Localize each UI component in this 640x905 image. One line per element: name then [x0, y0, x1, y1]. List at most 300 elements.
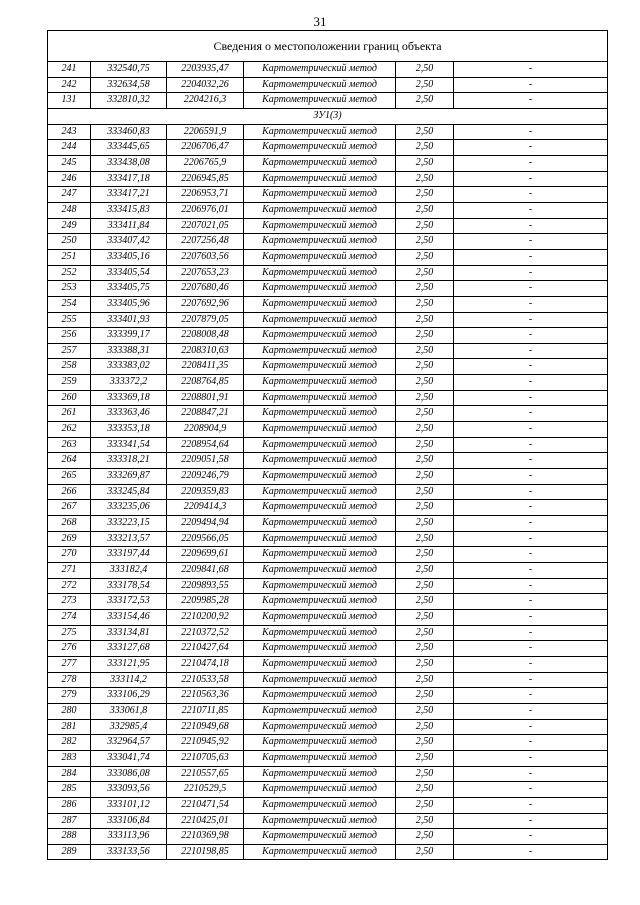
point-number: 274	[48, 609, 91, 625]
method-cell: Картометрический метод	[244, 766, 396, 782]
point-number: 256	[48, 328, 91, 344]
table-row	[48, 829, 608, 845]
coord-y: 2208764,85	[167, 375, 244, 391]
method-cell: Картометрический метод	[244, 703, 396, 719]
table-row	[48, 719, 608, 735]
note-cell: -	[454, 218, 608, 234]
coord-y: 2208801,91	[167, 390, 244, 406]
point-number: 272	[48, 578, 91, 594]
table-row	[48, 265, 608, 281]
method-cell: Картометрический метод	[244, 171, 396, 187]
point-number: 246	[48, 171, 91, 187]
coord-y: 2209699,61	[167, 547, 244, 563]
accuracy-cell: 2,50	[396, 813, 454, 829]
table-row	[48, 563, 608, 579]
point-number: 131	[48, 93, 91, 109]
coord-y: 2203935,47	[167, 62, 244, 78]
method-cell: Картометрический метод	[244, 609, 396, 625]
method-cell: Картометрический метод	[244, 155, 396, 171]
point-number: 267	[48, 500, 91, 516]
method-cell: Картометрический метод	[244, 688, 396, 704]
point-number: 266	[48, 484, 91, 500]
coord-x: 333318,21	[91, 453, 167, 469]
coord-x: 332540,75	[91, 62, 167, 78]
point-number: 270	[48, 547, 91, 563]
accuracy-cell: 2,50	[396, 829, 454, 845]
coord-x: 332634,58	[91, 77, 167, 93]
method-cell: Картометрический метод	[244, 375, 396, 391]
point-number: 263	[48, 437, 91, 453]
coord-x: 333197,44	[91, 547, 167, 563]
coord-x: 333369,18	[91, 390, 167, 406]
note-cell: -	[454, 797, 608, 813]
note-cell: -	[454, 202, 608, 218]
coord-y: 2207021,05	[167, 218, 244, 234]
coord-x: 333061,8	[91, 703, 167, 719]
method-cell: Картометрический метод	[244, 531, 396, 547]
note-cell: -	[454, 469, 608, 485]
table-row	[48, 422, 608, 438]
coord-y: 2210425,01	[167, 813, 244, 829]
note-cell: -	[454, 641, 608, 657]
coord-x: 333460,83	[91, 124, 167, 140]
point-number: 282	[48, 735, 91, 751]
note-cell: -	[454, 813, 608, 829]
point-number: 273	[48, 594, 91, 610]
table-row	[48, 218, 608, 234]
coord-x: 333341,54	[91, 437, 167, 453]
point-number: 289	[48, 844, 91, 860]
point-number: 281	[48, 719, 91, 735]
coord-y: 2208904,9	[167, 422, 244, 438]
table-row	[48, 625, 608, 641]
accuracy-cell: 2,50	[396, 719, 454, 735]
accuracy-cell: 2,50	[396, 202, 454, 218]
table-row	[48, 750, 608, 766]
coord-y: 2206765,9	[167, 155, 244, 171]
point-number: 271	[48, 563, 91, 579]
coord-x: 333093,56	[91, 782, 167, 798]
coord-x: 333101,12	[91, 797, 167, 813]
method-cell: Картометрический метод	[244, 93, 396, 109]
point-number: 264	[48, 453, 91, 469]
coord-y: 2210471,54	[167, 797, 244, 813]
note-cell: -	[454, 672, 608, 688]
table-row	[48, 594, 608, 610]
accuracy-cell: 2,50	[396, 766, 454, 782]
coord-y: 2209246,79	[167, 469, 244, 485]
method-cell: Картометрический метод	[244, 735, 396, 751]
coord-x: 333407,42	[91, 234, 167, 250]
coord-x: 333269,87	[91, 469, 167, 485]
accuracy-cell: 2,50	[396, 375, 454, 391]
accuracy-cell: 2,50	[396, 750, 454, 766]
coord-x: 333415,83	[91, 202, 167, 218]
note-cell: -	[454, 563, 608, 579]
point-number: 280	[48, 703, 91, 719]
note-cell: -	[454, 516, 608, 532]
method-cell: Картометрический метод	[244, 656, 396, 672]
coord-x: 333353,18	[91, 422, 167, 438]
method-cell: Картометрический метод	[244, 234, 396, 250]
note-cell: -	[454, 390, 608, 406]
method-cell: Картометрический метод	[244, 829, 396, 845]
coord-y: 2208954,64	[167, 437, 244, 453]
accuracy-cell: 2,50	[396, 124, 454, 140]
coord-y: 2206591,9	[167, 124, 244, 140]
table-row	[48, 249, 608, 265]
coord-y: 2210711,85	[167, 703, 244, 719]
accuracy-cell: 2,50	[396, 343, 454, 359]
point-number: 244	[48, 140, 91, 156]
table-row	[48, 155, 608, 171]
point-number: 287	[48, 813, 91, 829]
coord-x: 333086,08	[91, 766, 167, 782]
method-cell: Картометрический метод	[244, 77, 396, 93]
accuracy-cell: 2,50	[396, 265, 454, 281]
point-number: 276	[48, 641, 91, 657]
method-cell: Картометрический метод	[244, 406, 396, 422]
point-number: 257	[48, 343, 91, 359]
coord-x: 333213,57	[91, 531, 167, 547]
table-row	[48, 77, 608, 93]
method-cell: Картометрический метод	[244, 578, 396, 594]
coord-x: 333405,16	[91, 249, 167, 265]
point-number: 243	[48, 124, 91, 140]
point-number: 260	[48, 390, 91, 406]
coord-y: 2209566,05	[167, 531, 244, 547]
note-cell: -	[454, 187, 608, 203]
method-cell: Картометрический метод	[244, 218, 396, 234]
coord-x: 333223,15	[91, 516, 167, 532]
table-row	[48, 62, 608, 78]
coord-x: 333113,96	[91, 829, 167, 845]
coord-x: 333172,53	[91, 594, 167, 610]
coord-x: 333154,46	[91, 609, 167, 625]
point-number: 268	[48, 516, 91, 532]
point-number: 277	[48, 656, 91, 672]
method-cell: Картометрический метод	[244, 469, 396, 485]
coord-y: 2209359,83	[167, 484, 244, 500]
point-number: 261	[48, 406, 91, 422]
table-row	[48, 359, 608, 375]
table-row	[48, 844, 608, 860]
coord-y: 2210369,98	[167, 829, 244, 845]
method-cell: Картометрический метод	[244, 672, 396, 688]
page-number: 31	[313, 14, 327, 29]
note-cell: -	[454, 688, 608, 704]
coord-y: 2210474,18	[167, 656, 244, 672]
coord-y: 2204032,26	[167, 77, 244, 93]
coord-y: 2204216,3	[167, 93, 244, 109]
point-number: 278	[48, 672, 91, 688]
coord-y: 2208411,35	[167, 359, 244, 375]
coord-x: 333363,46	[91, 406, 167, 422]
method-cell: Картометрический метод	[244, 124, 396, 140]
method-cell: Картометрический метод	[244, 797, 396, 813]
table-row	[48, 672, 608, 688]
method-cell: Картометрический метод	[244, 62, 396, 78]
table-row	[48, 703, 608, 719]
coord-y: 2207256,48	[167, 234, 244, 250]
point-number: 279	[48, 688, 91, 704]
accuracy-cell: 2,50	[396, 234, 454, 250]
coord-x: 333182,4	[91, 563, 167, 579]
accuracy-cell: 2,50	[396, 77, 454, 93]
coord-x: 333445,65	[91, 140, 167, 156]
coord-x: 333411,84	[91, 218, 167, 234]
accuracy-cell: 2,50	[396, 516, 454, 532]
point-number: 283	[48, 750, 91, 766]
note-cell: -	[454, 578, 608, 594]
coord-y: 2210533,58	[167, 672, 244, 688]
table-row	[48, 93, 608, 109]
table-row	[48, 641, 608, 657]
method-cell: Картометрический метод	[244, 249, 396, 265]
note-cell: -	[454, 171, 608, 187]
accuracy-cell: 2,50	[396, 422, 454, 438]
coord-y: 2210529,5	[167, 782, 244, 798]
method-cell: Картометрический метод	[244, 641, 396, 657]
accuracy-cell: 2,50	[396, 171, 454, 187]
table-row	[48, 547, 608, 563]
coord-y: 2208847,21	[167, 406, 244, 422]
note-cell: -	[454, 422, 608, 438]
coord-y: 2210945,92	[167, 735, 244, 751]
note-cell: -	[454, 750, 608, 766]
accuracy-cell: 2,50	[396, 547, 454, 563]
accuracy-cell: 2,50	[396, 797, 454, 813]
note-cell: -	[454, 594, 608, 610]
coord-y: 2210563,36	[167, 688, 244, 704]
coord-x: 333399,17	[91, 328, 167, 344]
note-cell: -	[454, 437, 608, 453]
point-number: 285	[48, 782, 91, 798]
accuracy-cell: 2,50	[396, 62, 454, 78]
coord-x: 333417,18	[91, 171, 167, 187]
accuracy-cell: 2,50	[396, 187, 454, 203]
accuracy-cell: 2,50	[396, 625, 454, 641]
table-row	[48, 390, 608, 406]
point-number: 251	[48, 249, 91, 265]
coord-y: 2206945,85	[167, 171, 244, 187]
coord-x: 333405,75	[91, 281, 167, 297]
coord-x: 333134,81	[91, 625, 167, 641]
note-cell: -	[454, 140, 608, 156]
coord-y: 2210372,52	[167, 625, 244, 641]
note-cell: -	[454, 77, 608, 93]
coord-x: 333417,21	[91, 187, 167, 203]
coord-y: 2209051,58	[167, 453, 244, 469]
coord-x: 333106,29	[91, 688, 167, 704]
table-row	[48, 782, 608, 798]
coord-x: 332964,57	[91, 735, 167, 751]
coord-x: 333405,54	[91, 265, 167, 281]
coord-x: 333133,56	[91, 844, 167, 860]
table-row	[48, 797, 608, 813]
method-cell: Картометрический метод	[244, 547, 396, 563]
table-row	[48, 140, 608, 156]
note-cell: -	[454, 93, 608, 109]
accuracy-cell: 2,50	[396, 390, 454, 406]
accuracy-cell: 2,50	[396, 563, 454, 579]
method-cell: Картометрический метод	[244, 516, 396, 532]
coord-y: 2209893,55	[167, 578, 244, 594]
method-cell: Картометрический метод	[244, 625, 396, 641]
note-cell: -	[454, 844, 608, 860]
section-row	[48, 108, 608, 124]
table-row	[48, 656, 608, 672]
table-row	[48, 469, 608, 485]
method-cell: Картометрический метод	[244, 343, 396, 359]
accuracy-cell: 2,50	[396, 844, 454, 860]
note-cell: -	[454, 484, 608, 500]
coord-x: 333245,84	[91, 484, 167, 500]
coord-x: 333235,06	[91, 500, 167, 516]
point-number: 288	[48, 829, 91, 845]
table-row	[48, 609, 608, 625]
table-row	[48, 500, 608, 516]
coord-y: 2209841,68	[167, 563, 244, 579]
accuracy-cell: 2,50	[396, 735, 454, 751]
point-number: 259	[48, 375, 91, 391]
table-row	[48, 766, 608, 782]
table-row	[48, 531, 608, 547]
note-cell: -	[454, 453, 608, 469]
table-body	[48, 31, 608, 860]
coord-x: 333121,95	[91, 656, 167, 672]
coord-y: 2210198,85	[167, 844, 244, 860]
table-row	[48, 124, 608, 140]
coord-y: 2209985,28	[167, 594, 244, 610]
method-cell: Картометрический метод	[244, 390, 396, 406]
point-number: 249	[48, 218, 91, 234]
method-cell: Картометрический метод	[244, 265, 396, 281]
method-cell: Картометрический метод	[244, 422, 396, 438]
accuracy-cell: 2,50	[396, 406, 454, 422]
method-cell: Картометрический метод	[244, 813, 396, 829]
accuracy-cell: 2,50	[396, 782, 454, 798]
table-row	[48, 516, 608, 532]
coord-y: 2210200,92	[167, 609, 244, 625]
point-number: 254	[48, 296, 91, 312]
point-number: 242	[48, 77, 91, 93]
coord-x: 333405,96	[91, 296, 167, 312]
note-cell: -	[454, 656, 608, 672]
method-cell: Картометрический метод	[244, 782, 396, 798]
coord-y: 2208008,48	[167, 328, 244, 344]
coord-y: 2207879,05	[167, 312, 244, 328]
coord-y: 2207653,23	[167, 265, 244, 281]
accuracy-cell: 2,50	[396, 249, 454, 265]
table-row	[48, 484, 608, 500]
table-row	[48, 453, 608, 469]
note-cell: -	[454, 155, 608, 171]
accuracy-cell: 2,50	[396, 93, 454, 109]
accuracy-cell: 2,50	[396, 594, 454, 610]
table-row	[48, 578, 608, 594]
accuracy-cell: 2,50	[396, 500, 454, 516]
point-number: 275	[48, 625, 91, 641]
method-cell: Картометрический метод	[244, 563, 396, 579]
coord-x: 333372,2	[91, 375, 167, 391]
coord-x: 333401,93	[91, 312, 167, 328]
note-cell: -	[454, 375, 608, 391]
accuracy-cell: 2,50	[396, 672, 454, 688]
method-cell: Картометрический метод	[244, 328, 396, 344]
method-cell: Картометрический метод	[244, 187, 396, 203]
method-cell: Картометрический метод	[244, 750, 396, 766]
accuracy-cell: 2,50	[396, 469, 454, 485]
coord-y: 2209414,3	[167, 500, 244, 516]
table-title: Сведения о местоположении границ объекта	[48, 31, 608, 62]
table-row	[48, 296, 608, 312]
point-number: 250	[48, 234, 91, 250]
accuracy-cell: 2,50	[396, 656, 454, 672]
method-cell: Картометрический метод	[244, 500, 396, 516]
method-cell: Картометрический метод	[244, 281, 396, 297]
table-row	[48, 406, 608, 422]
accuracy-cell: 2,50	[396, 688, 454, 704]
coord-y: 2206706,47	[167, 140, 244, 156]
note-cell: -	[454, 359, 608, 375]
coord-y: 2209494,94	[167, 516, 244, 532]
accuracy-cell: 2,50	[396, 437, 454, 453]
accuracy-cell: 2,50	[396, 641, 454, 657]
table-row	[48, 437, 608, 453]
point-number: 284	[48, 766, 91, 782]
coord-x: 332985,4	[91, 719, 167, 735]
coord-x: 333041,74	[91, 750, 167, 766]
method-cell: Картометрический метод	[244, 484, 396, 500]
point-number: 241	[48, 62, 91, 78]
note-cell: -	[454, 265, 608, 281]
point-number: 265	[48, 469, 91, 485]
note-cell: -	[454, 829, 608, 845]
coord-y: 2206976,01	[167, 202, 244, 218]
accuracy-cell: 2,50	[396, 296, 454, 312]
coord-y: 2210705,63	[167, 750, 244, 766]
coord-y: 2210949,68	[167, 719, 244, 735]
accuracy-cell: 2,50	[396, 609, 454, 625]
boundary-coordinates-table	[47, 30, 608, 860]
note-cell: -	[454, 625, 608, 641]
note-cell: -	[454, 234, 608, 250]
note-cell: -	[454, 281, 608, 297]
note-cell: -	[454, 406, 608, 422]
method-cell: Картометрический метод	[244, 202, 396, 218]
note-cell: -	[454, 312, 608, 328]
accuracy-cell: 2,50	[396, 155, 454, 171]
point-number: 286	[48, 797, 91, 813]
accuracy-cell: 2,50	[396, 703, 454, 719]
note-cell: -	[454, 782, 608, 798]
table-row	[48, 171, 608, 187]
table-row	[48, 234, 608, 250]
note-cell: -	[454, 719, 608, 735]
point-number: 247	[48, 187, 91, 203]
table-row	[48, 202, 608, 218]
method-cell: Картометрический метод	[244, 594, 396, 610]
accuracy-cell: 2,50	[396, 453, 454, 469]
accuracy-cell: 2,50	[396, 140, 454, 156]
coord-x: 333106,84	[91, 813, 167, 829]
method-cell: Картометрический метод	[244, 719, 396, 735]
accuracy-cell: 2,50	[396, 578, 454, 594]
table-row	[48, 281, 608, 297]
note-cell: -	[454, 766, 608, 782]
note-cell: -	[454, 328, 608, 344]
